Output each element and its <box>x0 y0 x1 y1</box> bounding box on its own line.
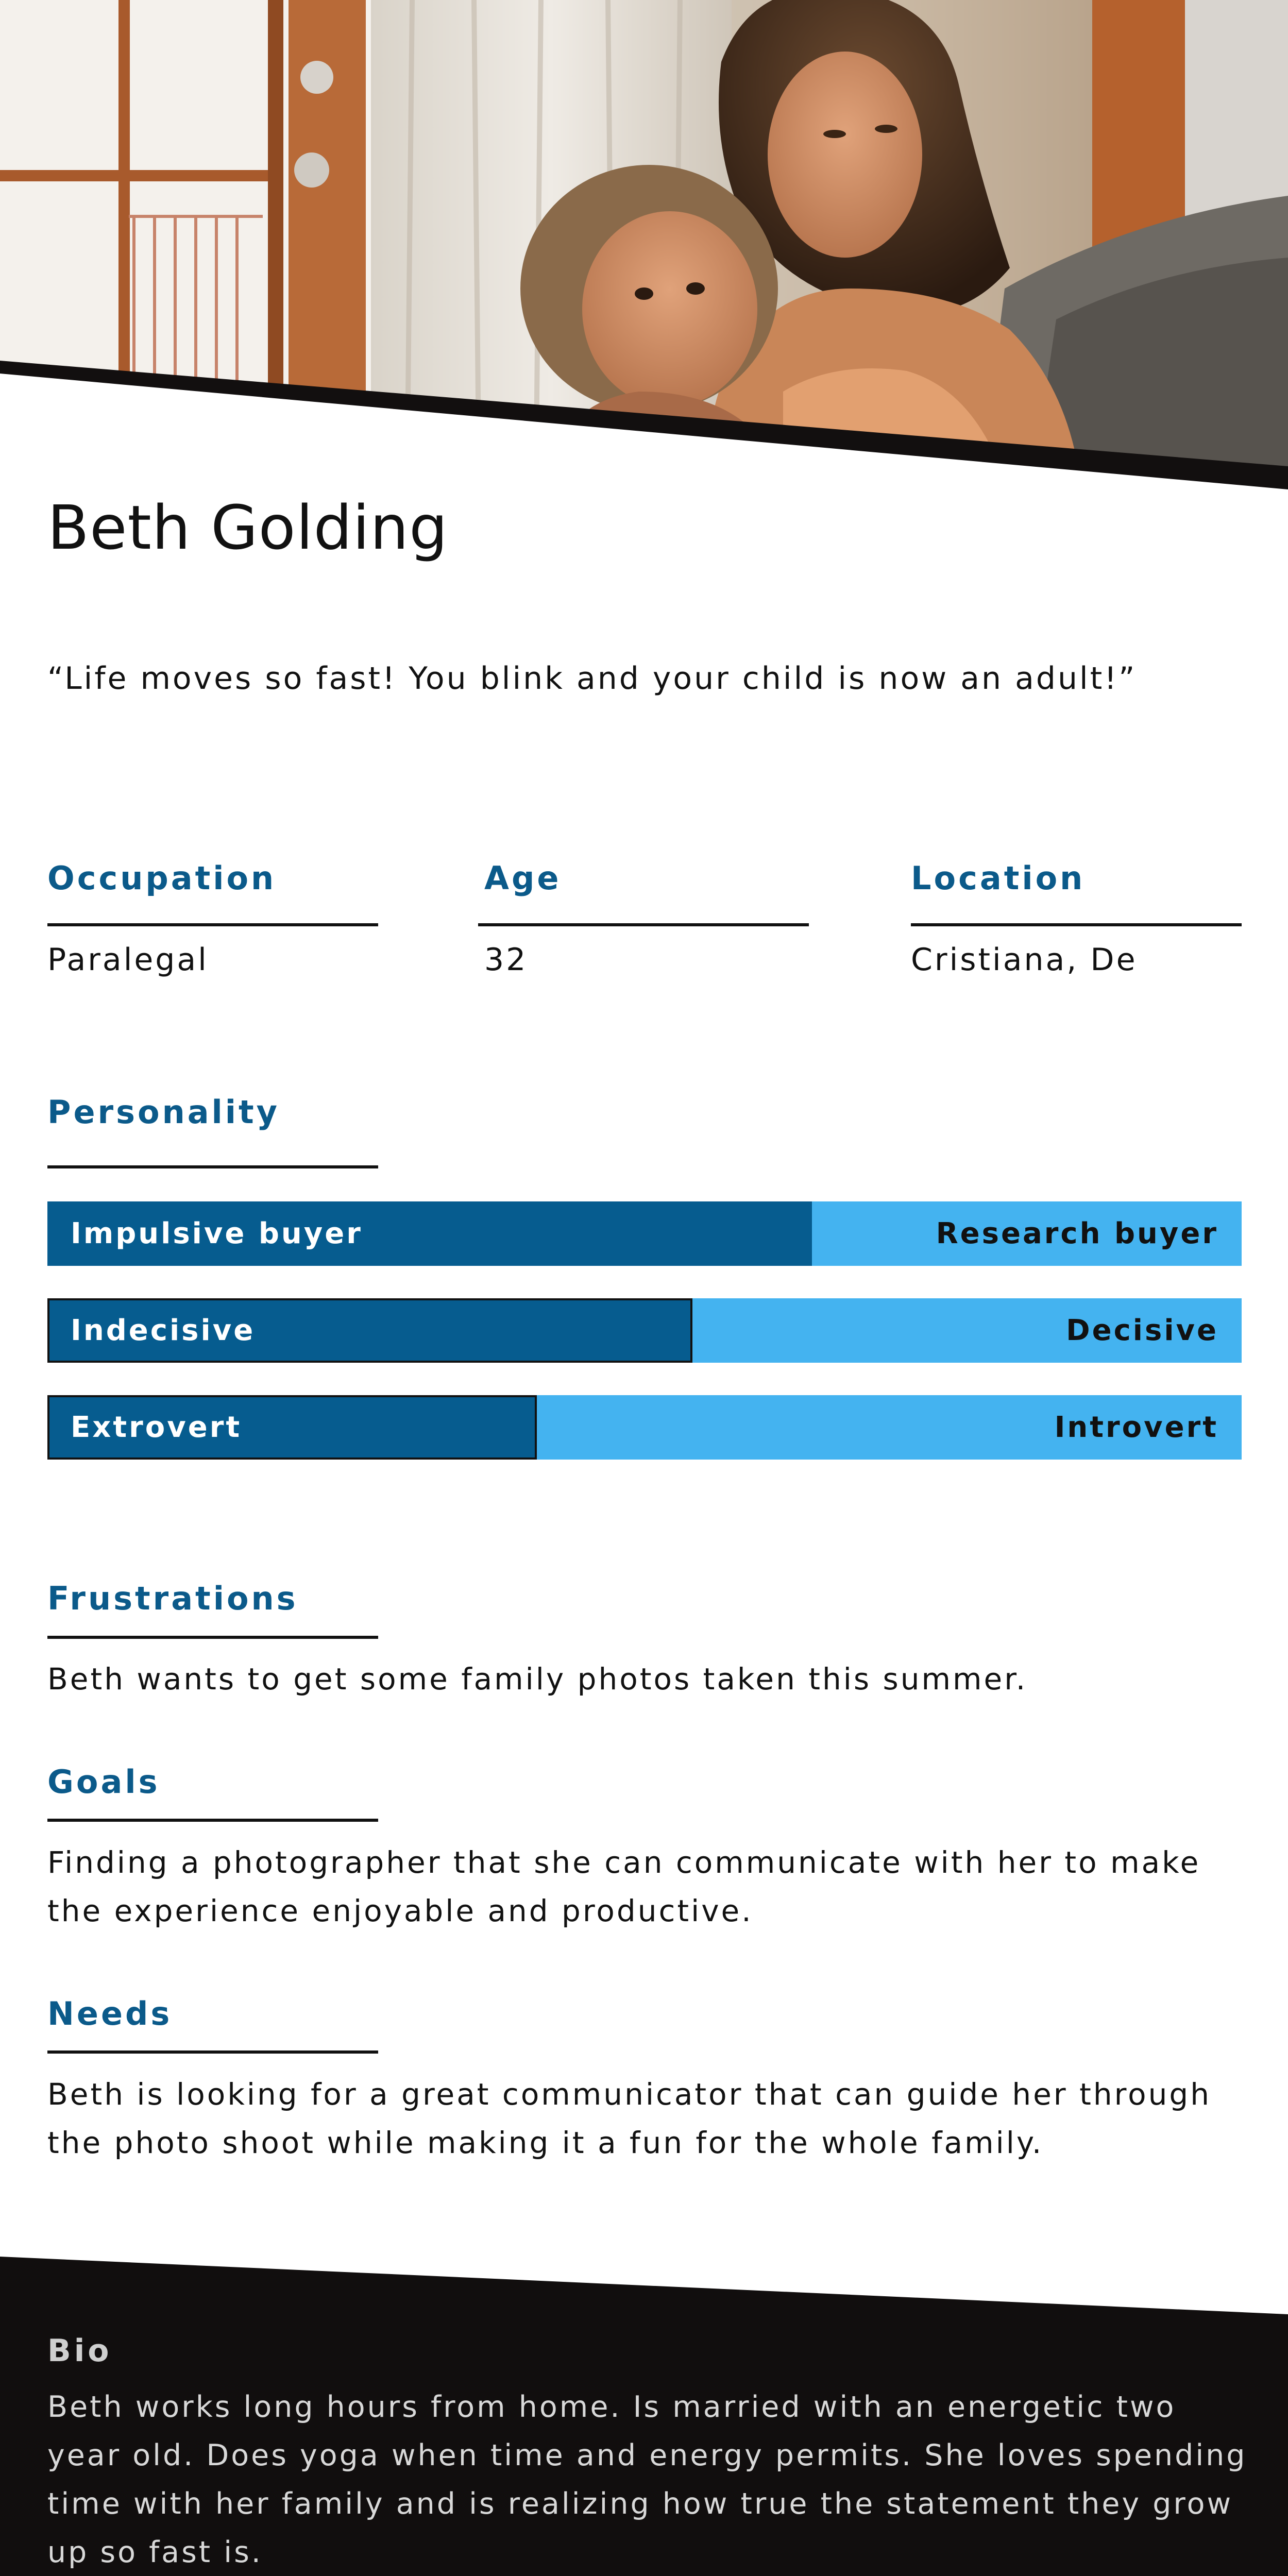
trait-left-label: Extrovert <box>71 1411 242 1444</box>
frustrations-heading: Frustrations <box>47 1580 298 1617</box>
trait-bar-buyer <box>47 1201 1242 1266</box>
trait-bar-extroversion <box>47 1395 1242 1460</box>
trait-bar-decisiveness <box>47 1298 1242 1363</box>
occupation-value: Paralegal <box>47 942 209 978</box>
trait-right-label: Research buyer <box>936 1217 1218 1250</box>
goals-text: Finding a photographer that she can communicate with her to make the experience enjoyable and productive. <box>47 1845 1201 1928</box>
personality-heading: Personality <box>47 1093 280 1131</box>
frustrations-rule <box>47 1636 378 1639</box>
location-label: Location <box>911 859 1086 897</box>
persona-quote: “Life moves so fast! You blink and your child is now an adult!” <box>47 660 1137 697</box>
trait-right-label: Decisive <box>1066 1314 1218 1347</box>
persona-name: Beth Golding <box>47 492 448 563</box>
goals-rule <box>47 1819 378 1822</box>
location-value: Cristiana, De <box>911 942 1138 978</box>
occupation-label: Occupation <box>47 859 277 897</box>
age-label: Age <box>484 859 562 897</box>
bio-text: Beth works long hours from home. Is married with an energetic two year old. Does yoga when time and energy permits. She loves spending time with her family and is realizing how true the statement they grow up so fast is. <box>47 2390 1247 2569</box>
frustrations-text: Beth wants to get some family photos taken this summer. <box>47 1662 1028 1697</box>
needs-heading: Needs <box>47 1995 173 2032</box>
occupation-rule <box>47 923 378 926</box>
family-photo <box>0 0 1288 495</box>
age-value: 32 <box>484 942 528 978</box>
bio-heading: Bio <box>47 2333 112 2369</box>
trait-left-label: Impulsive buyer <box>71 1217 363 1250</box>
location-rule <box>911 923 1242 926</box>
needs-text: Beth is looking for a great communicator that can guide her through the photo shoot while making it a fun for the whole family. <box>47 2077 1211 2160</box>
age-rule <box>478 923 809 926</box>
trait-right-label: Introvert <box>1054 1411 1218 1444</box>
goals-heading: Goals <box>47 1763 160 1801</box>
trait-left-label: Indecisive <box>71 1314 256 1347</box>
hero-photo <box>0 0 1288 495</box>
needs-rule <box>47 2050 378 2054</box>
personality-rule <box>47 1165 378 1168</box>
